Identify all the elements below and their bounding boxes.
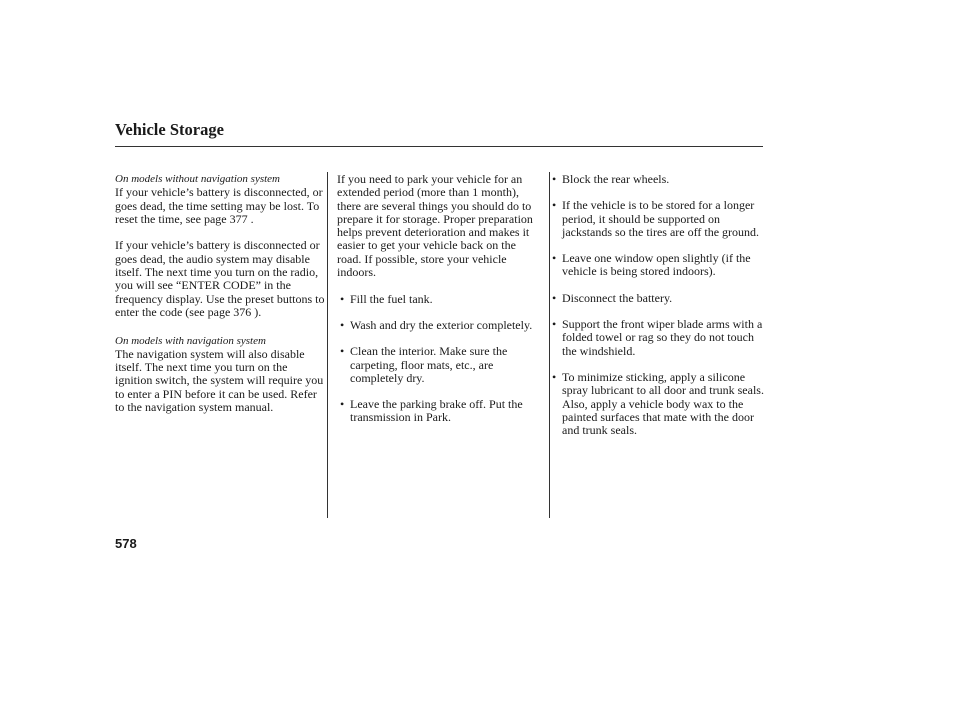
column-1 xyxy=(115,171,325,414)
paragraph-audio-code: If your vehicle’s battery is disconnected or goes dead, the audio system may disable itself. The next time you turn on the radio, you will see “ENTER CODE” in the frequency display. Use the preset buttons to enter the code (see page 376 ). xyxy=(115,238,325,319)
paragraph-battery-time: If your vehicle’s battery is disconnected, or goes dead, the time setting may be lost. To reset the time, see page 377 . xyxy=(115,185,323,226)
paragraph-storage-intro: If you need to park your vehicle for an extended period (more than 1 month), there are several things you should do to prepare it for storage. Proper preparation helps prevent deterioration and makes it easier to get your vehicle back on the road. If possible, store your vehicle indoors. xyxy=(337,172,533,280)
list-item: • Fill the fuel tank. xyxy=(340,293,543,306)
column-3 xyxy=(562,171,764,437)
list-item: • Disconnect the battery. xyxy=(552,292,764,305)
list-item: • Support the front wiper blade arms with a folded towel or rag so they do not touch the windshield. xyxy=(552,318,764,358)
page-title: Vehicle Storage xyxy=(115,120,224,139)
column-divider-1 xyxy=(327,172,328,518)
list-item: • Wash and dry the exterior completely. xyxy=(340,319,543,332)
list-item: • If the vehicle is to be stored for a longer period, it should be supported on jackstands so the tires are off the ground. xyxy=(552,199,764,239)
caption-without-navigation: On models without navigation system xyxy=(115,173,280,185)
title-divider xyxy=(115,146,763,147)
column-divider-2 xyxy=(549,172,550,518)
paragraph-navigation-pin: The navigation system will also disable itself. The next time you turn on the ignition switch, the system will require you to enter a PIN before it can be used. Refer to the navigation system manual. xyxy=(115,346,324,415)
list-item: • To minimize sticking, apply a silicone spray lubricant to all door and trunk seals. Also, apply a vehicle body wax to the painted surfaces that mate with the door and trunk seals. xyxy=(552,371,764,437)
caption-with-navigation: On models with navigation system xyxy=(115,334,266,347)
list-item: • Leave the parking brake off. Put the transmission in Park. xyxy=(340,398,543,425)
page-number: 578 xyxy=(115,536,137,551)
list-item: • Leave one window open slightly (if the vehicle is being stored indoors). xyxy=(552,252,764,279)
list-item: • Block the rear wheels. xyxy=(552,173,764,186)
column-2 xyxy=(337,171,543,425)
list-item: • Clean the interior. Make sure the carpeting, floor mats, etc., are completely dry. xyxy=(340,345,543,385)
